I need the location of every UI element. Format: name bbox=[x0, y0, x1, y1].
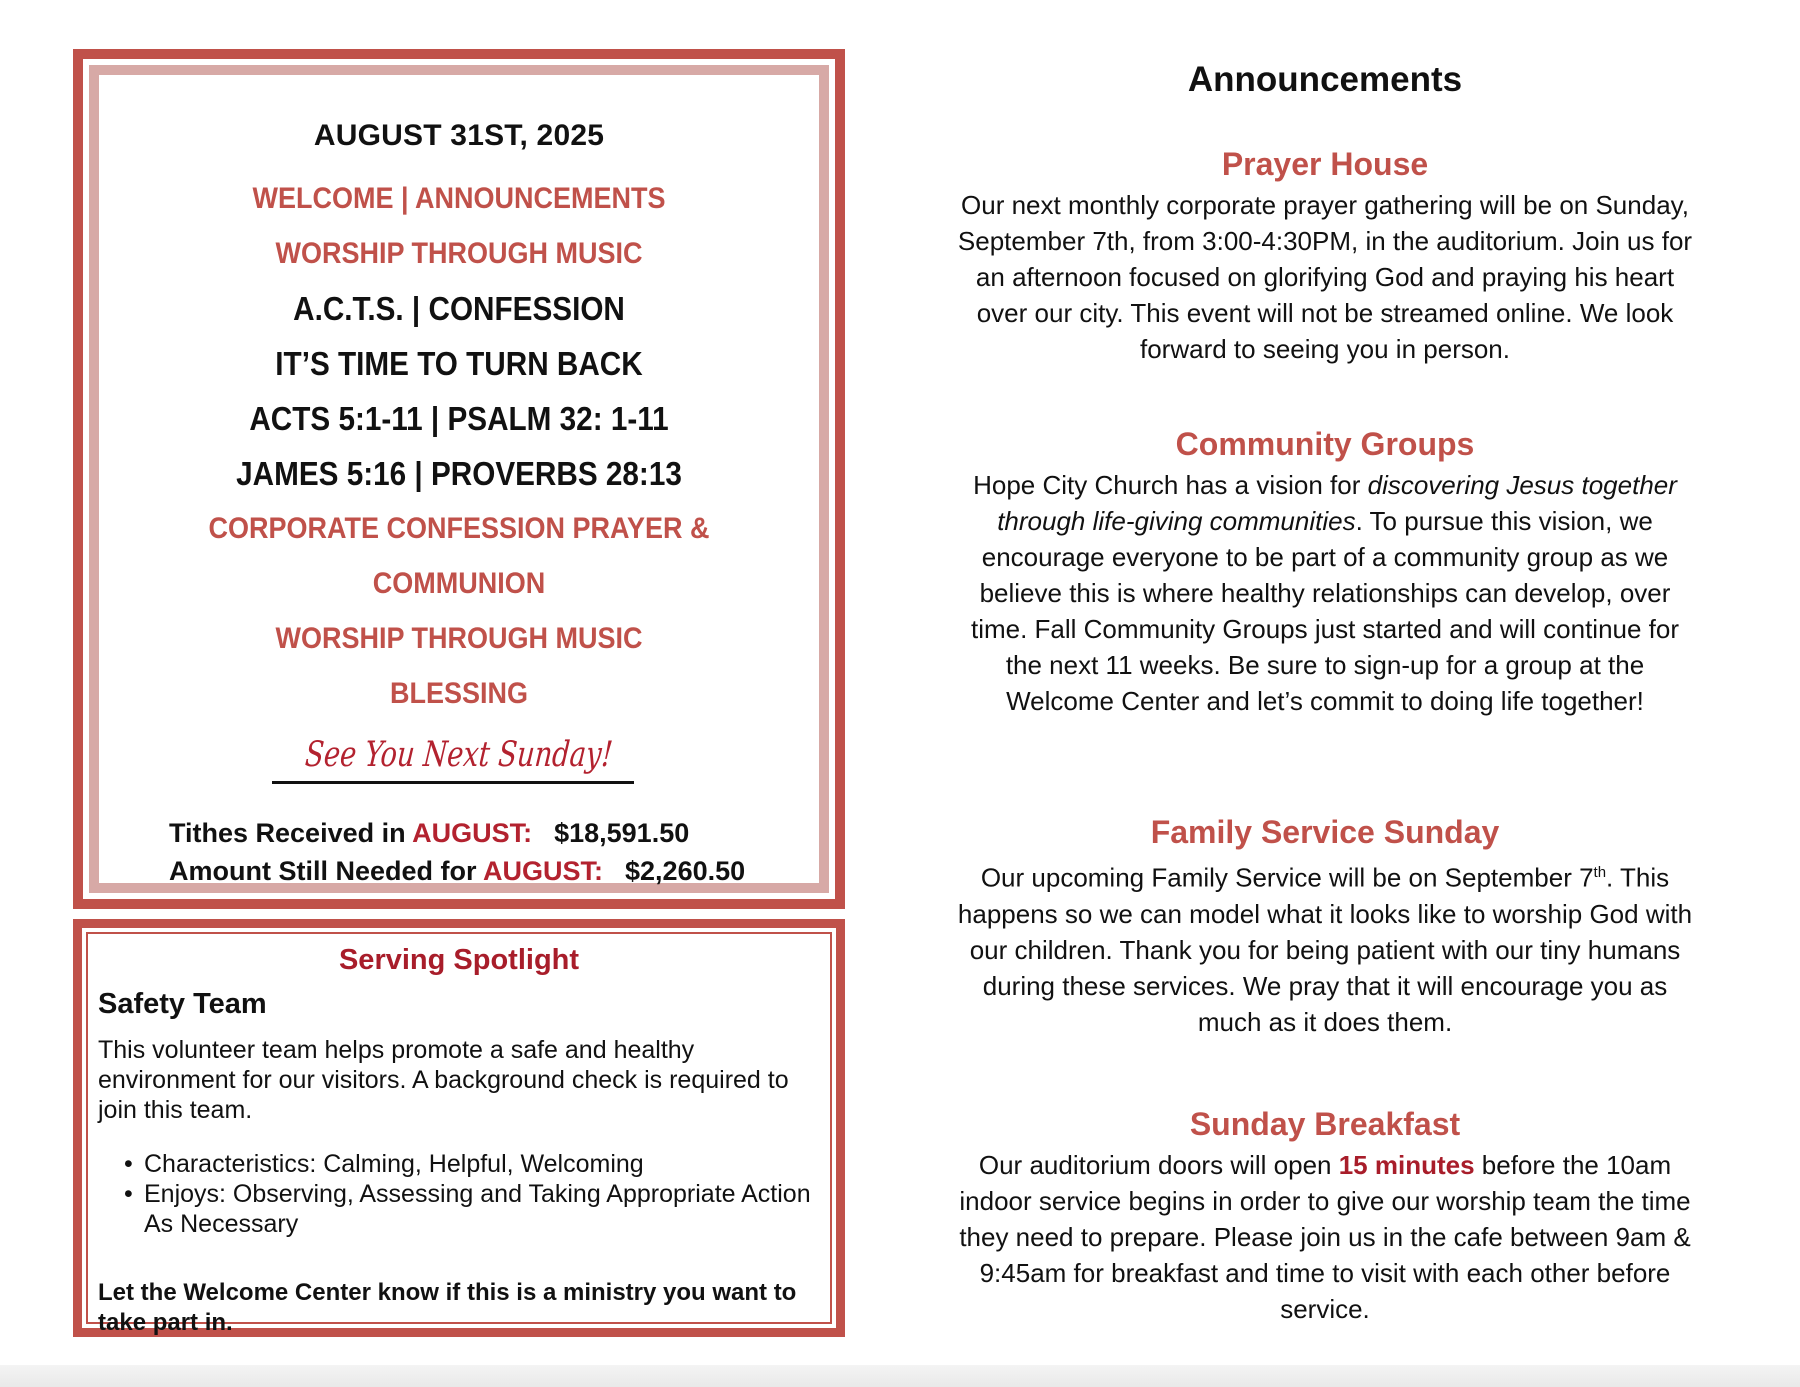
spotlight-call-to-action: Let the Welcome Center know if this is a ministry you want to take part in. bbox=[98, 1279, 797, 1336]
order-item-worship-2: WORSHIP THROUGH MUSIC bbox=[275, 622, 643, 655]
tithes-received-row bbox=[169, 814, 819, 852]
order-item-acts: A.C.T.S. | CONFESSION bbox=[293, 290, 625, 327]
service-date: AUGUST 31ST, 2025 bbox=[313, 119, 605, 152]
community-groups-text-emphasis: discovering Jesus together through life-giving communities bbox=[997, 470, 1677, 536]
prayer-house-title: Prayer House bbox=[1221, 146, 1429, 182]
tithes-amount: $18,591.50 bbox=[554, 818, 690, 848]
family-service-text bbox=[955, 855, 1695, 1040]
amount-needed-row bbox=[169, 852, 819, 890]
order-item-blessing: BLESSING bbox=[389, 677, 529, 710]
family-service-text-sup: th bbox=[1593, 864, 1607, 881]
spotlight-bullets bbox=[98, 1149, 844, 1239]
order-inner-border bbox=[89, 65, 829, 893]
order-item-welcome: WELCOME | ANNOUNCEMENTS bbox=[252, 182, 666, 215]
community-groups-title: Community Groups bbox=[1175, 426, 1475, 462]
sunday-breakfast-text-strong: 15 minutes bbox=[1338, 1150, 1475, 1180]
see-you-next-sunday: See You Next Sunday! bbox=[303, 735, 615, 775]
announcement-prayer-house bbox=[955, 146, 1695, 367]
announcement-family-service bbox=[955, 814, 1695, 1040]
order-item-sermon-title: IT’S TIME TO TURN BACK bbox=[275, 345, 643, 382]
order-item-communion: CORPORATE CONFESSION PRAYER & COMMUNION bbox=[208, 512, 710, 600]
spotlight-subtitle: Safety Team bbox=[98, 988, 267, 1020]
spotlight-inner-border bbox=[86, 932, 832, 1336]
announcements-heading: Announcements bbox=[1187, 60, 1463, 99]
sunday-breakfast-text-post: before the 10am indoor service begins in order to give our worship team the time they need to prepare. Please join us in the cafe between 9am & 9:45am for breakfast and time to visit with each other before service. bbox=[959, 1150, 1691, 1324]
list-item: • Characteristics: Calming, Helpful, Welcoming bbox=[144, 1149, 844, 1179]
order-of-service-box bbox=[73, 49, 845, 909]
sunday-breakfast-text-pre: Our auditorium doors will open bbox=[978, 1150, 1339, 1180]
bottom-bar bbox=[0, 1365, 1800, 1387]
order-item-scripture-1: ACTS 5:1-11 | PSALM 32: 1-11 bbox=[249, 400, 669, 437]
needed-label: Amount Still Needed for bbox=[169, 856, 484, 886]
order-item-scripture-2: JAMES 5:16 | PROVERBS 28:13 bbox=[236, 455, 682, 492]
sunday-breakfast-text bbox=[955, 1147, 1695, 1327]
spotlight-title: Serving Spotlight bbox=[338, 944, 580, 976]
community-groups-text bbox=[955, 467, 1695, 719]
community-groups-text-post: . To pursue this vision, we encourage everyone to be part of a community group as we believe this is where healthy relationships can develop, over time. Fall Community Groups just started and will continue for the next 11 weeks. Be sure to sign-up for a group at the Welcome Center and let’s commit to doing life together! bbox=[970, 506, 1680, 716]
announcement-sunday-breakfast bbox=[955, 1106, 1695, 1327]
tithes-label: Tithes Received in bbox=[169, 818, 413, 848]
spotlight-description: This volunteer team helps promote a safe and healthy environment for our visitors. A background check is required to join this team. bbox=[98, 1036, 789, 1124]
community-groups-text-pre: Hope City Church has a vision for bbox=[973, 470, 1368, 500]
needed-amount: $2,260.50 bbox=[625, 856, 746, 886]
tithes-month: AUGUST: bbox=[412, 818, 533, 848]
tithes-summary bbox=[99, 814, 819, 890]
announcement-community-groups bbox=[955, 426, 1695, 719]
needed-month: AUGUST: bbox=[483, 856, 604, 886]
family-service-text-post: . This happens so we can model what it looks like to worship God with our children. Thank you for being patient with our tiny humans during these services. We pray that it will encourage you as much as it does them. bbox=[957, 862, 1693, 1037]
order-content bbox=[99, 119, 819, 890]
serving-spotlight-box bbox=[73, 919, 845, 1337]
sunday-breakfast-title: Sunday Breakfast bbox=[1189, 1106, 1461, 1142]
prayer-house-text: Our next monthly corporate prayer gathering will be on Sunday, September 7th, from 3:00-4:30PM, in the auditorium. Join us for an afternoon focused on glorifying God and praying his heart over our city. This event will not be streamed online. We look forward to seeing you in person. bbox=[957, 190, 1693, 364]
see-you-underline bbox=[272, 781, 634, 784]
order-item-worship: WORSHIP THROUGH MUSIC bbox=[275, 237, 643, 270]
family-service-title: Family Service Sunday bbox=[1150, 814, 1500, 850]
family-service-text-pre: Our upcoming Family Service will be on September 7 bbox=[980, 862, 1594, 893]
list-item: • Enjoys: Observing, Assessing and Taking Appropriate Action As Necessary bbox=[144, 1179, 844, 1239]
